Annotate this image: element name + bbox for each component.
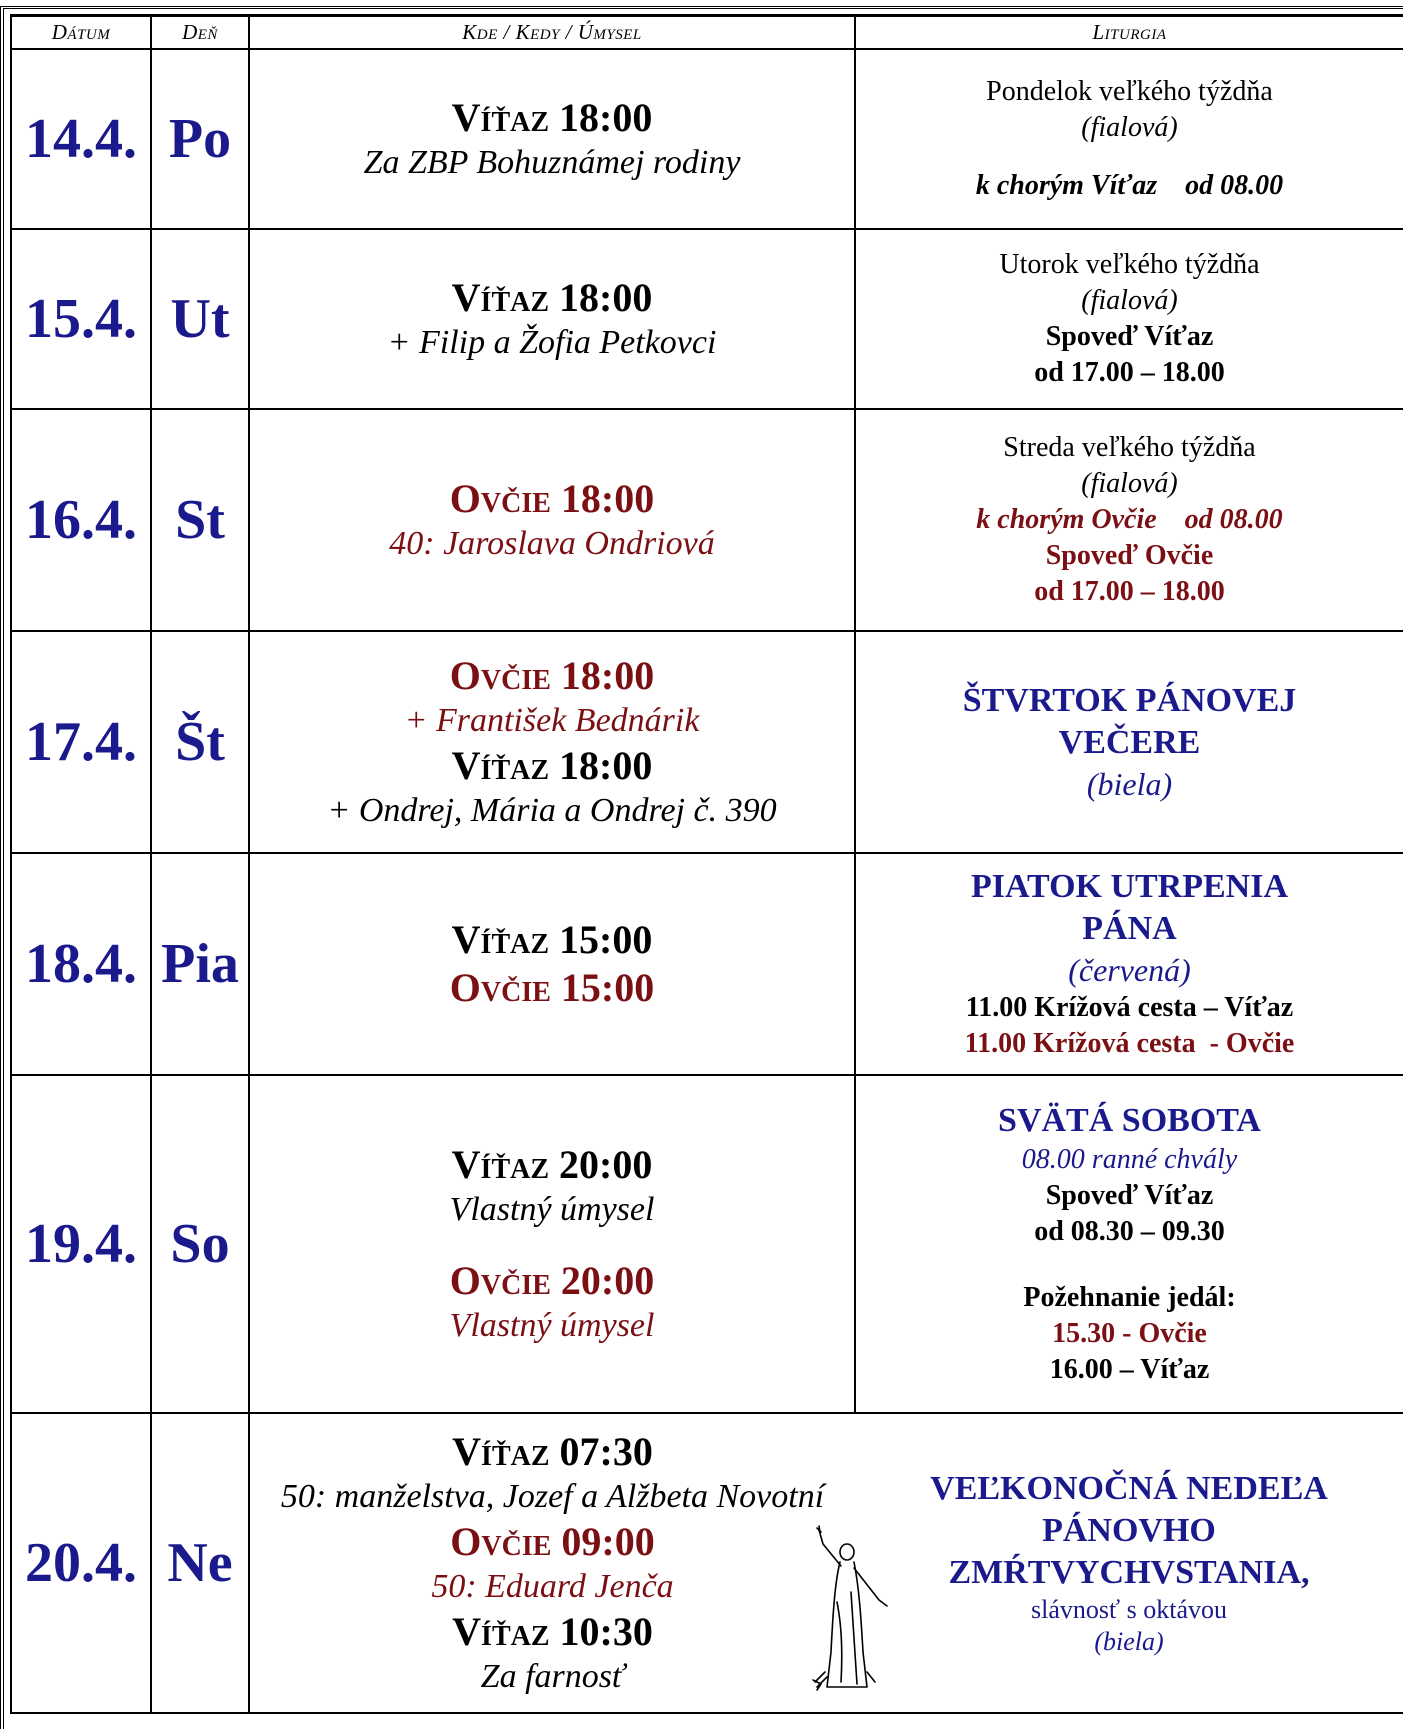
day-cell: Št	[151, 631, 249, 853]
liturgy-name: Streda veľkého týždňa	[1003, 432, 1256, 463]
liturgy-line: Spoveď Víťaz	[1045, 321, 1214, 352]
liturgy-cell	[855, 1413, 1403, 1713]
liturgy-line: od 08.30 – 09.30	[1034, 1216, 1225, 1247]
date-cell: 17.4.	[11, 631, 151, 853]
blessing-time: 16.00 – Víťaz	[1049, 1354, 1210, 1385]
date-cell: 19.4.	[11, 1075, 151, 1413]
feast-title: VEĽKONOČNÁ NEDEĽA	[930, 1470, 1328, 1507]
mass-place-time: Ovčie 15:00	[449, 965, 655, 1010]
mass-place-time: Víťaz 10:30	[452, 1609, 653, 1654]
liturgy-name: Utorok veľkého týždňa	[999, 249, 1260, 280]
mass-intent: + František Bednárik	[404, 702, 700, 739]
mass-place-time: Víťaz 15:00	[451, 917, 653, 962]
day-cell: St	[151, 409, 249, 631]
liturgy-line: od 17.00 – 18.00	[1034, 576, 1225, 607]
mass-cell	[249, 1075, 855, 1413]
header-date: Dátum	[11, 16, 151, 50]
liturgy-line: 11.00 Krížová cesta - Ovčie	[964, 1028, 1295, 1059]
liturgy-cell	[855, 229, 1403, 409]
date-cell: 18.4.	[11, 853, 151, 1075]
liturgy-note: k chorým Víťaz od 08.00	[975, 170, 1284, 201]
mass-place-time: Ovčie 09:00	[450, 1519, 655, 1564]
liturgy-note: k chorým Ovčie od 08.00	[976, 504, 1283, 535]
liturgy-line: Spoveď Víťaz	[1045, 1180, 1214, 1211]
day-cell: Ne	[151, 1413, 249, 1713]
feast-title: VEČERE	[1058, 724, 1201, 761]
date-cell: 15.4.	[11, 229, 151, 409]
header-row	[11, 16, 1403, 50]
mass-cell	[249, 1413, 855, 1713]
table-row	[11, 853, 1403, 1075]
feast-title: PIATOK UTRPENIA	[970, 868, 1289, 905]
mass-schedule-table	[10, 14, 1403, 1714]
mass-intent: Za farnosť	[480, 1658, 625, 1695]
liturgy-line: od 17.00 – 18.00	[1034, 357, 1225, 388]
liturgy-cell	[855, 853, 1403, 1075]
date-cell: 14.4.	[11, 49, 151, 229]
mass-place-time: Ovčie 18:00	[449, 476, 655, 521]
feast-title: PÁNOVHO	[1042, 1512, 1216, 1549]
mass-cell	[249, 631, 855, 853]
mass-place-time: Ovčie 20:00	[449, 1258, 655, 1303]
mass-cell	[249, 409, 855, 631]
liturgy-color: (fialová)	[1081, 468, 1178, 499]
feast-title: SVÄTÁ SOBOTA	[998, 1102, 1261, 1139]
liturgy-cell	[855, 631, 1403, 853]
liturgy-color: (biela)	[1086, 766, 1173, 802]
liturgy-sub: slávnosť s oktávou	[1031, 1595, 1227, 1624]
mass-intent: 40: Jaroslava Ondriová	[389, 525, 715, 562]
mass-intent: Vlastný úmysel	[449, 1307, 655, 1344]
liturgy-sub: 08.00 ranné chvály	[1021, 1144, 1238, 1175]
day-cell: So	[151, 1075, 249, 1413]
liturgy-cell	[855, 49, 1403, 229]
header-liturgy: Liturgia	[855, 16, 1403, 50]
table-row	[11, 1413, 1403, 1713]
liturgy-color: (červená)	[1068, 952, 1191, 988]
table-row	[11, 229, 1403, 409]
feast-title: ZMŔTVYCHVSTANIA,	[948, 1554, 1310, 1591]
mass-cell	[249, 49, 855, 229]
liturgy-line: 11.00 Krížová cesta – Víťaz	[965, 992, 1294, 1023]
mass-place-time: Víťaz 18:00	[451, 95, 653, 140]
date-cell: 16.4.	[11, 409, 151, 631]
table-row	[11, 409, 1403, 631]
risen-christ-figure-icon	[807, 1522, 891, 1692]
liturgy-color: (fialová)	[1081, 112, 1178, 143]
blessing-title: Požehnanie jedál:	[1023, 1282, 1236, 1313]
date-cell: 20.4.	[11, 1413, 151, 1713]
mass-intent: 50: manželstva, Jozef a Alžbeta Novotní	[280, 1478, 825, 1515]
header-day: Deň	[151, 16, 249, 50]
mass-place-time: Ovčie 18:00	[449, 653, 655, 698]
table-row	[11, 1075, 1403, 1413]
liturgy-cell	[855, 1075, 1403, 1413]
day-cell: Pia	[151, 853, 249, 1075]
liturgy-color: (fialová)	[1081, 285, 1178, 316]
table-row	[11, 49, 1403, 229]
day-cell: Po	[151, 49, 249, 229]
liturgy-color: (biela)	[1094, 1627, 1164, 1656]
table-row	[11, 631, 1403, 853]
mass-intent: + Filip a Žofia Petkovci	[387, 324, 717, 361]
mass-intent: Za ZBP Bohuznámej rodiny	[363, 144, 741, 181]
day-cell: Ut	[151, 229, 249, 409]
liturgy-cell	[855, 409, 1403, 631]
liturgy-name: Pondelok veľkého týždňa	[986, 76, 1273, 107]
mass-intent: + Ondrej, Mária a Ondrej č. 390	[327, 792, 777, 829]
mass-cell	[249, 853, 855, 1075]
mass-place-time: Víťaz 07:30	[452, 1429, 653, 1474]
mass-place-time: Víťaz 20:00	[451, 1142, 653, 1187]
mass-intent: 50: Eduard Jenča	[431, 1568, 674, 1605]
header-place: Kde / Kedy / Úmysel	[249, 16, 855, 50]
mass-place-time: Víťaz 18:00	[451, 275, 653, 320]
mass-intent: Vlastný úmysel	[449, 1191, 655, 1228]
blessing-time: 15.30 - Ovčie	[1052, 1318, 1207, 1349]
liturgy-line: Spoveď Ovčie	[1045, 540, 1214, 571]
feast-title: PÁNA	[1082, 910, 1177, 947]
feast-title: ŠTVRTOK PÁNOVEJ	[962, 682, 1297, 719]
mass-cell	[249, 229, 855, 409]
mass-place-time: Víťaz 18:00	[451, 743, 653, 788]
